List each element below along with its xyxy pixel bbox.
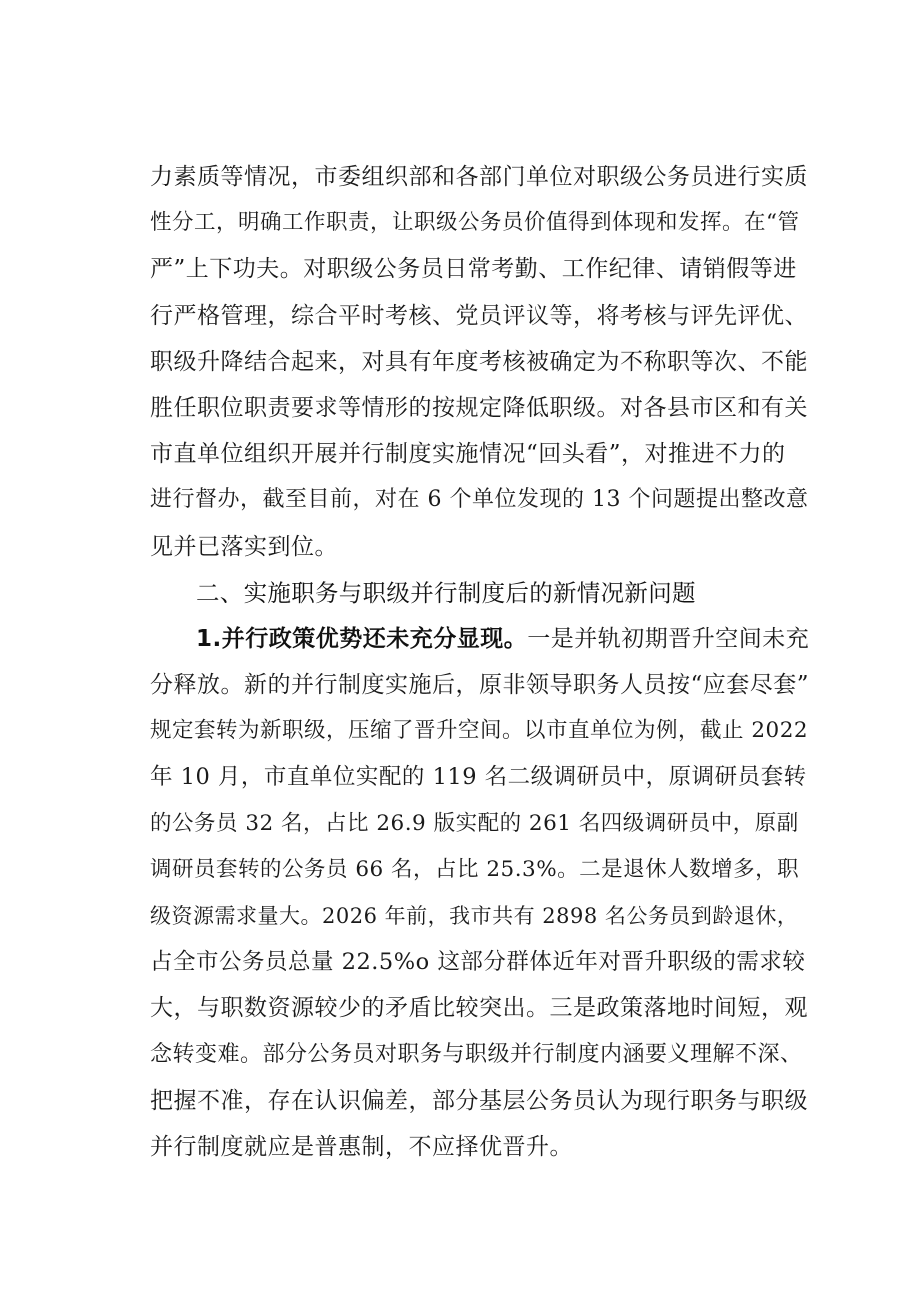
- text-line: 占全市公务员总量 22.5%o 这部分群体近年对晋升职级的需求较: [150, 949, 806, 976]
- text-line: 大，与职数资源较少的矛盾比较突出。三是政策落地时间短，观: [150, 995, 808, 1022]
- text-line-first: [150, 616, 812, 662]
- paragraph-lead-title: 1.并行政策优势还未充分显现。: [196, 625, 528, 652]
- text-line: 进行督办，截至目前，对在 6 个单位发现的 13 个问题提出整改意: [150, 487, 809, 513]
- paragraph-policy-advantages: [150, 616, 812, 1170]
- text-line: 力素质等情况，市委组织部和各部门单位对职级公务员进行实质: [150, 164, 808, 190]
- text-line: 严”上下功夫。对职级公务员日常考勤、工作纪律、请销假等进: [150, 256, 797, 283]
- text-line: 见并已落实到位。: [150, 533, 338, 560]
- text-line: 念转变难。部分公务员对职务与职级并行制度内涵要义理解不深、: [150, 1041, 803, 1067]
- text-line: 分释放。新的并行制度实施后，原非领导职务人员按“应套尽套”: [150, 672, 810, 699]
- text-line: 调研员套转的公务员 66 名，占比 25.3%。二是退休人数增多，职: [150, 856, 800, 882]
- text-line: 级资源需求量大。2026 年前，我市共有 2898 名公务员到龄退休，: [150, 904, 799, 928]
- paragraph-continuation: [150, 154, 812, 570]
- text-line: 并行制度就应是普惠制，不应择优晋升。: [150, 1133, 573, 1160]
- document-body: [150, 154, 812, 1170]
- text-line: 行严格管理，综合平时考核、党员评议等，将考核与评先评优、: [150, 302, 808, 329]
- text-line: 的公务员 32 名，占比 26.9 版实配的 261 名四级调研员中，原副: [150, 810, 799, 836]
- text-line: 规定套转为新职级，压缩了晋升空间。以市直单位为例，截止 2022: [150, 718, 809, 744]
- text-line: 市直单位组织开展并行制度实施情况“回头看”，对推进不力的: [150, 441, 786, 468]
- text-line: 性分工，明确工作职责，让职级公务员价值得到体现和发挥。在“管: [150, 210, 800, 236]
- text-line: 年 10 月，市直单位实配的 119 名二级调研员中，原调研员套转: [150, 764, 807, 791]
- text-line: 把握不准，存在认识偏差，部分基层公务员认为现行职务与职级: [150, 1087, 808, 1114]
- text-line: 胜任职位职责要求等情形的按规定降低职级。对各县市区和有关: [150, 394, 808, 421]
- text-line: 职级升降结合起来，对具有年度考核被确定为不称职等次、不能: [150, 348, 808, 375]
- section-heading: 二、实施职务与职级并行制度后的新情况新问题: [196, 578, 696, 607]
- paragraph-lead-rest: 一是并轨初期晋升空间未充: [527, 625, 810, 652]
